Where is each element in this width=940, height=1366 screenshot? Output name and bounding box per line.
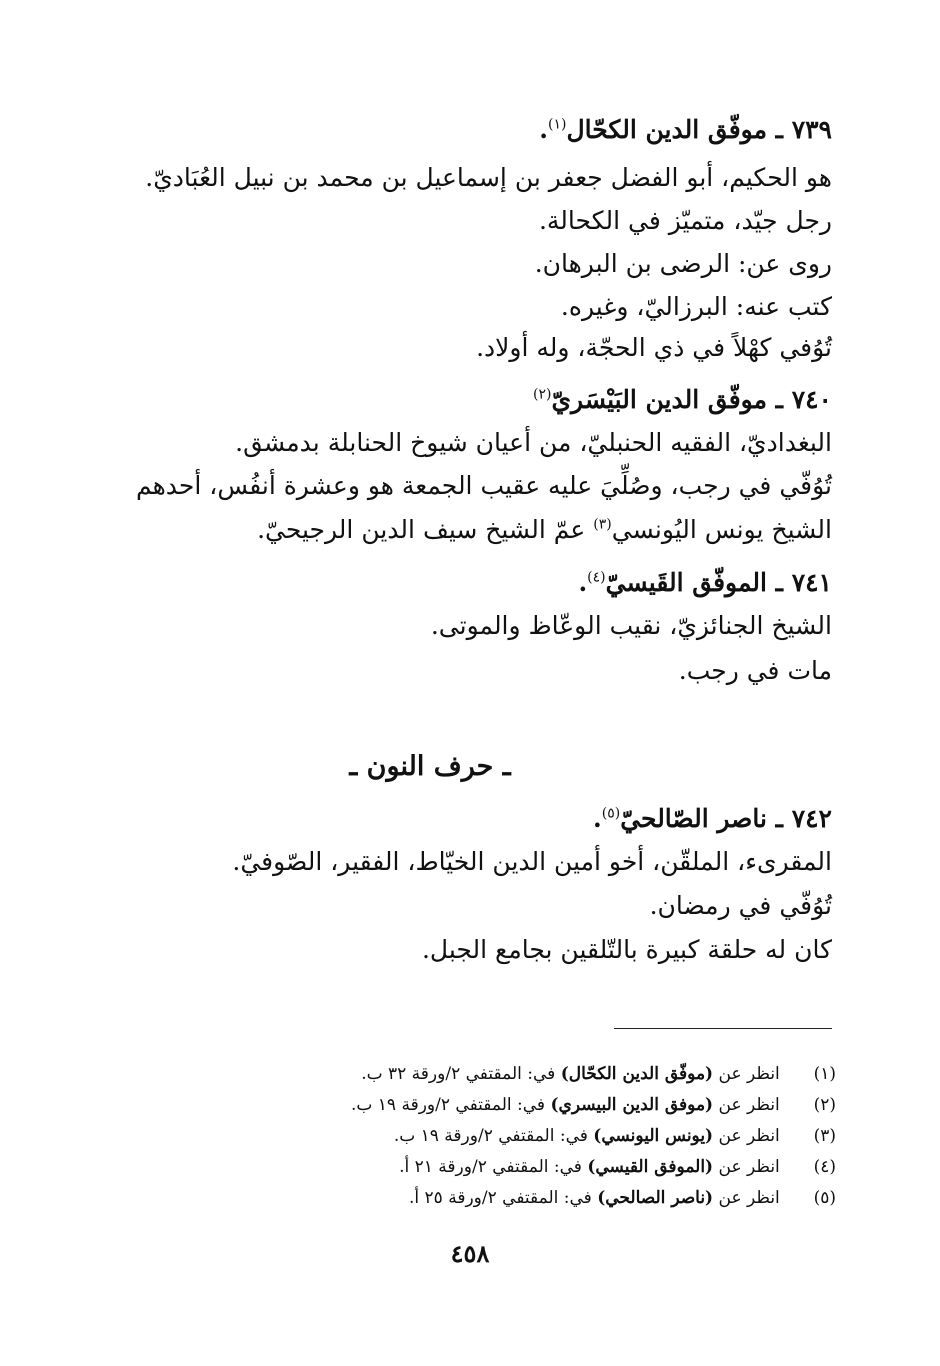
footnote: (٤) انظر عن (الموفق القيسي) في: المقتفي ٢/ورقة ٢١ أ. <box>399 1157 836 1177</box>
footnote: (١) انظر عن (موفّق الدين الكحّال) في: المقتفي ٢/ورقة ٣٢ ب. <box>361 1064 836 1084</box>
entry-739-line: هو الحكيم، أبو الفضل جعفر بن إسماعيل بن محمد بن نبيل العُبَاديّ. <box>145 163 832 192</box>
footnote-ref: (٥) <box>601 805 621 822</box>
entry-740-line: الشيخ يونس اليُونسي$^{(٣)}$ عمّ الشيخ سيف الدين الرجيحيّ. <box>257 515 832 544</box>
entry-741-line: مات في رجب. <box>678 656 832 685</box>
entry-740-line: تُوُفّي في رجب، وصُلِّيَ عليه عقيب الجمعة هو وعشرة أنفُس، أحدهم <box>135 471 832 500</box>
entry-742-line: تُوُفّي في رمضان. <box>649 891 832 920</box>
entry-739-line: رجل جيّد، متميّز في الكحالة. <box>538 206 832 235</box>
footnote-divider <box>614 1028 832 1029</box>
entry-741-title: ٧٤١ ـ الموفّق القَيسيّ$^{(٤)}$. <box>578 568 832 597</box>
footnote: (٣) انظر عن (يونس اليونسي) في: المقتفي ٢/ورقة ١٩ ب. <box>393 1126 836 1146</box>
section-heading: ـ حرف النون ـ <box>349 751 511 782</box>
footnote: (٥) انظر عن (ناصر الصالحي) في: المقتفي ٢/ورقة ٢٥ أ. <box>409 1188 836 1208</box>
entry-741-line: الشيخ الجنائزيّ، نقيب الوعّاظ والموتى. <box>430 611 832 640</box>
entry-740-title: ٧٤٠ ـ موفّق الدين البَيْسَريّ$^{(٢)}$ <box>533 385 832 414</box>
entry-739-line: تُوُفي كهْلاً في ذي الحجّة، وله أولاد. <box>476 333 832 362</box>
entry-742-line: كان له حلقة كبيرة بالتّلقين بجامع الجبل. <box>421 935 832 964</box>
entry-742-title: ٧٤٢ ـ ناصر الصّالحيّ$^{(٥)}$. <box>593 804 832 833</box>
footnote-ref: (٣) <box>593 516 612 533</box>
footnote-ref: (١) <box>548 116 567 133</box>
page-number: ٤٥٨ <box>450 1239 490 1268</box>
entry-742-line: المقرىء، الملقّن، أخو أمين الدين الخيّاط، الفقير، الصّوفيّ. <box>232 847 832 876</box>
footnote-ref: (٤) <box>587 569 606 586</box>
footnote-ref: (٢) <box>533 386 552 403</box>
entry-739-line: روى عن: الرضى بن البرهان. <box>534 249 832 278</box>
entry-739-title: ٧٣٩ ـ موفّق الدين الكحّال$^{(١)}$. <box>539 115 832 144</box>
footnote: (٢) انظر عن (موفق الدين البيسري) في: المقتفي ٢/ورقة ١٩ ب. <box>350 1095 836 1115</box>
entry-740-line: البغداديّ، الفقيه الحنبليّ، من أعيان شيوخ الحنابلة بدمشق. <box>235 428 832 457</box>
entry-739-line: كتب عنه: البرزاليّ، وغيره. <box>560 292 832 321</box>
